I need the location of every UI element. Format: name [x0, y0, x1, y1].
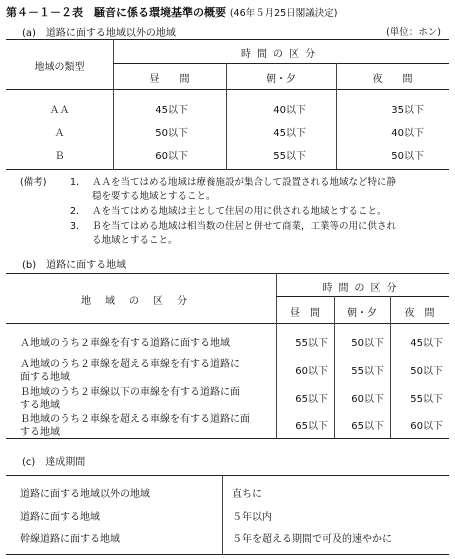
section-a-col-header: 夜 間	[372, 74, 413, 85]
area-name: 幹線道路に面する地域	[20, 534, 120, 545]
section-b-col-header: 朝・夕	[347, 308, 377, 319]
value-cell: 35以下	[391, 105, 424, 116]
value-cell: 60以下	[410, 421, 443, 432]
section-a-col-group: 時間の区分	[241, 49, 321, 60]
rule	[276, 296, 449, 297]
value-cell: 50以下	[351, 338, 384, 349]
section-c-label: (c) 達成期間	[22, 457, 86, 468]
note-line: Ｂを当てはめる地域は相当数の住居と併せて商業，工業等の用に供され	[92, 221, 397, 232]
value-cell: 55以下	[410, 394, 443, 405]
value-cell: 50以下	[391, 151, 424, 162]
value-cell: 45以下	[410, 338, 443, 349]
value-cell: 40以下	[391, 128, 424, 139]
area-description: する地域	[20, 427, 60, 438]
value-cell: 45以下	[273, 128, 306, 139]
achievement-period: 直ちに	[232, 489, 262, 500]
value-cell: 60以下	[155, 151, 188, 162]
region-type: ＡＡ	[49, 105, 70, 116]
region-type: Ａ	[54, 128, 65, 139]
area-description: 面する地域	[20, 372, 70, 383]
title-note: (46年５月25日閣議決定)	[229, 8, 338, 19]
value-cell: 55以下	[351, 366, 384, 377]
value-cell: 55以下	[273, 151, 306, 162]
note-number: 1.	[70, 177, 80, 188]
rule	[334, 323, 335, 438]
unit-label: (単位：ホン)	[386, 27, 441, 38]
note-line: Ａを当てはめる地域は主として住居の用に供される地域とすること。	[92, 206, 387, 217]
rule	[390, 323, 391, 438]
title-text: 第４－１－２表 騒音に係る環境基準の概要	[6, 6, 226, 19]
section-a-col-header: 朝・夕	[266, 74, 296, 85]
section-b-row-header: 地域の区分	[81, 296, 201, 307]
area-description: Ａ地域のうち２車線を超える車線を有する道路に	[20, 359, 240, 370]
section-b-col-group: 時間の区分	[322, 283, 403, 294]
rule	[222, 475, 223, 554]
area-description: Ａ地域のうち２車線を有する道路に面する地域	[20, 338, 230, 349]
rule	[6, 438, 449, 439]
value-cell: 45以下	[155, 105, 188, 116]
value-cell: 65以下	[295, 394, 328, 405]
value-cell: 50以下	[410, 366, 443, 377]
area-name: 道路に面する地域	[20, 512, 100, 523]
rule	[113, 63, 449, 64]
section-a-row-header: 地域の類型	[34, 62, 85, 73]
note-number: 2.	[70, 206, 80, 217]
area-description: Ｂ地域のうち２車線以下の車線を有する道路に面	[20, 387, 240, 398]
value-cell: 40以下	[273, 105, 306, 116]
rule	[226, 89, 227, 169]
rule	[276, 323, 277, 438]
area-name: 道路に面する地域以外の地域	[20, 489, 150, 500]
achievement-period: ５年を超える期間で可及的速やかに	[232, 534, 392, 545]
rule	[6, 554, 449, 555]
rule	[6, 475, 449, 476]
section-b-col-header: 昼 間	[290, 308, 320, 319]
rule	[6, 169, 449, 170]
rule	[6, 273, 449, 274]
table-title	[6, 4, 337, 20]
achievement-period: ５年以内	[232, 512, 272, 523]
note-line: 穏を要する地域とすること。	[92, 191, 216, 202]
value-cell: 65以下	[351, 421, 384, 432]
note-line: る地域とすること。	[92, 235, 178, 246]
section-b-label: (b) 道路に面する地域	[22, 260, 127, 271]
notes-label: (備考)	[20, 177, 47, 188]
region-type: Ｂ	[54, 151, 65, 162]
rule	[6, 39, 449, 40]
rule	[113, 89, 114, 169]
rule	[6, 89, 449, 90]
rule	[6, 323, 449, 324]
area-description: する地域	[20, 400, 60, 411]
value-cell: 60以下	[351, 394, 384, 405]
value-cell: 55以下	[295, 338, 328, 349]
area-description: Ｂ地域のうち２車線を超える車線を有する道路に面	[20, 414, 250, 425]
value-cell: 50以下	[155, 128, 188, 139]
value-cell: 60以下	[295, 366, 328, 377]
value-cell: 65以下	[295, 421, 328, 432]
section-a-col-header: 昼 間	[149, 74, 190, 85]
section-b-col-header: 夜 間	[404, 308, 435, 319]
rule	[336, 89, 337, 169]
note-line: ＡＡを当てはめる地域は療養施設が集合して設置される地域など特に静	[92, 177, 397, 188]
section-a-label: (a) 道路に面する地域以外の地域	[22, 28, 176, 39]
note-number: 3.	[70, 221, 80, 232]
